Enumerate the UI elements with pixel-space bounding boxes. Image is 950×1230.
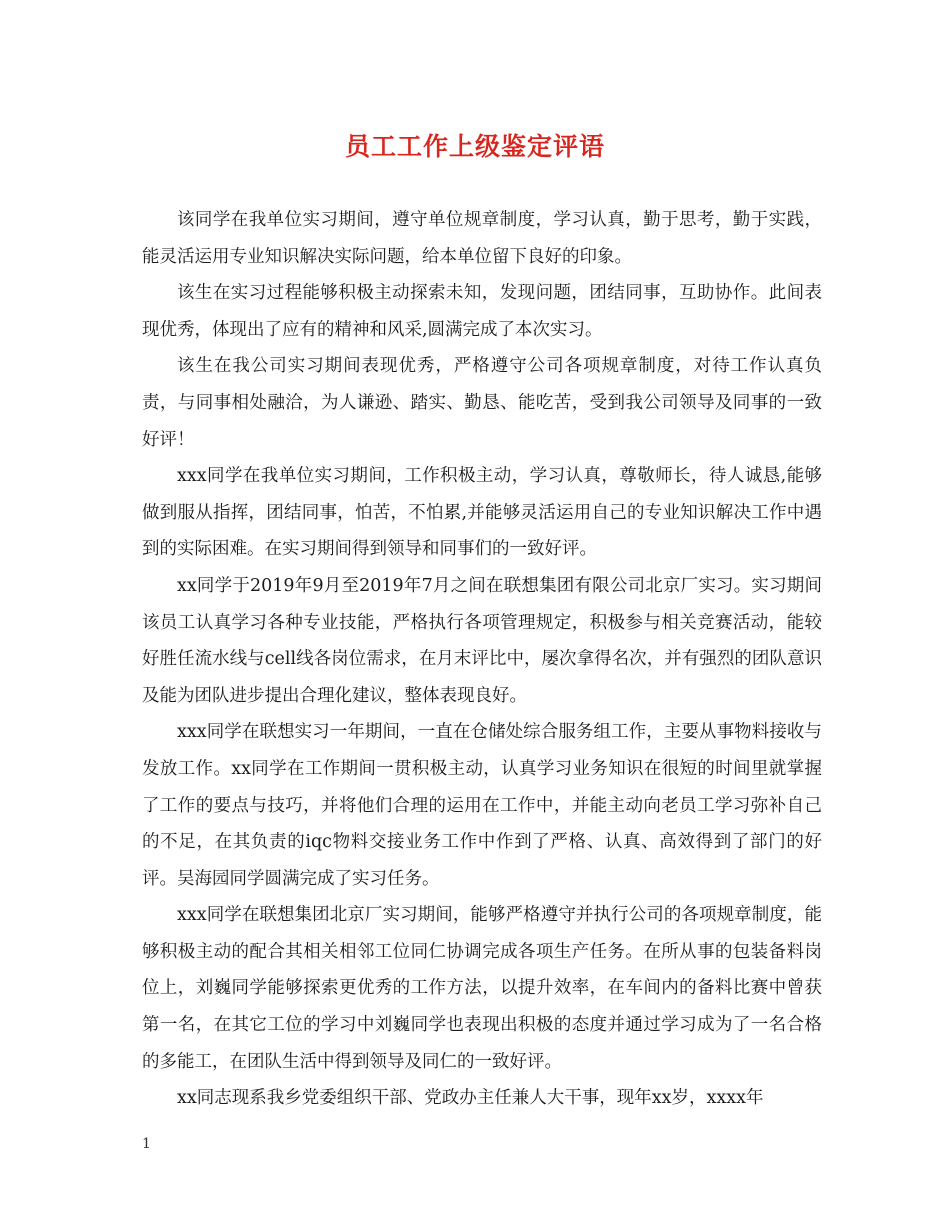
paragraph: xx同志现系我乡党委组织干部、党政办主任兼人大干事，现年xx岁，xxxx年 [177, 1088, 764, 1109]
paragraph: xxx同学在联想实习一年期间，一直在仓储处综合服务组工作，主要从事物料接收与发放工作。xx同学在工作期间一贯积极主动，认真学习业务知识在很短的时间里就掌握了工作的要点与技巧，并将他们合理的运用在工作中，并能主动向老员工学习弥补自己的不足，在其负责的iqc物料交接业务工作中作到了严格、认真、高效得到了部门的好评。吴海园同学圆满完成了实习任务。 [142, 722, 822, 889]
document-body [142, 202, 822, 1117]
paragraph: xxx同学在我单位实习期间，工作积极主动，学习认真，尊敬师长，待人诚恳,能够做到服从指挥，团结同事，怕苦，不怕累,并能够灵活运用自己的专业知识解决工作中遇到的实际困难。在实习期间得到领导和同事们的一致好评。 [142, 466, 822, 560]
paragraph: xxx同学在联想集团北京厂实习期间，能够严格遵守并执行公司的各项规章制度，能够积极主动的配合其相关相邻工位同仁协调完成各项生产任务。在所从事的包装备料岗位上，刘巍同学能够探索更优秀的工作方法，以提升效率，在车间内的备料比赛中曾获第一名，在其它工位的学习中刘巍同学也表现出积极的态度并通过学习成为了一名合格的多能工，在团队生活中得到领导及同仁的一致好评。 [142, 905, 822, 1072]
paragraph: xx同学于2019年9月至2019年7月之间在联想集团有限公司北京厂实习。实习期间该员工认真学习各种专业技能，严格执行各项管理规定，积极参与相关竞赛活动，能较好胜任流水线与cell线各岗位需求，在月末评比中，屡次拿得名次，并有强烈的团队意识及能为团队进步提出合理化建议，整体表现良好。 [142, 575, 822, 706]
paragraph: 该生在实习过程能够积极主动探索未知，发现问题，团结同事，互助协作。此间表现优秀，体现出了应有的精神和风采,圆满完成了本次实习。 [142, 283, 822, 340]
paragraph: 该同学在我单位实习期间，遵守单位规章制度，学习认真，勤于思考，勤于实践，能灵活运用专业知识解决实际问题，给本单位留下良好的印象。 [142, 210, 822, 267]
document-title: 员工工作上级鉴定评语 [344, 132, 605, 161]
paragraph: 该生在我公司实习期间表现优秀，严格遵守公司各项规章制度，对待工作认真负责，与同事相处融洽，为人谦逊、踏实、勤恳、能吃苦，受到我公司领导及同事的一致好评！ [142, 356, 822, 450]
page-number: 1 [142, 1136, 151, 1152]
